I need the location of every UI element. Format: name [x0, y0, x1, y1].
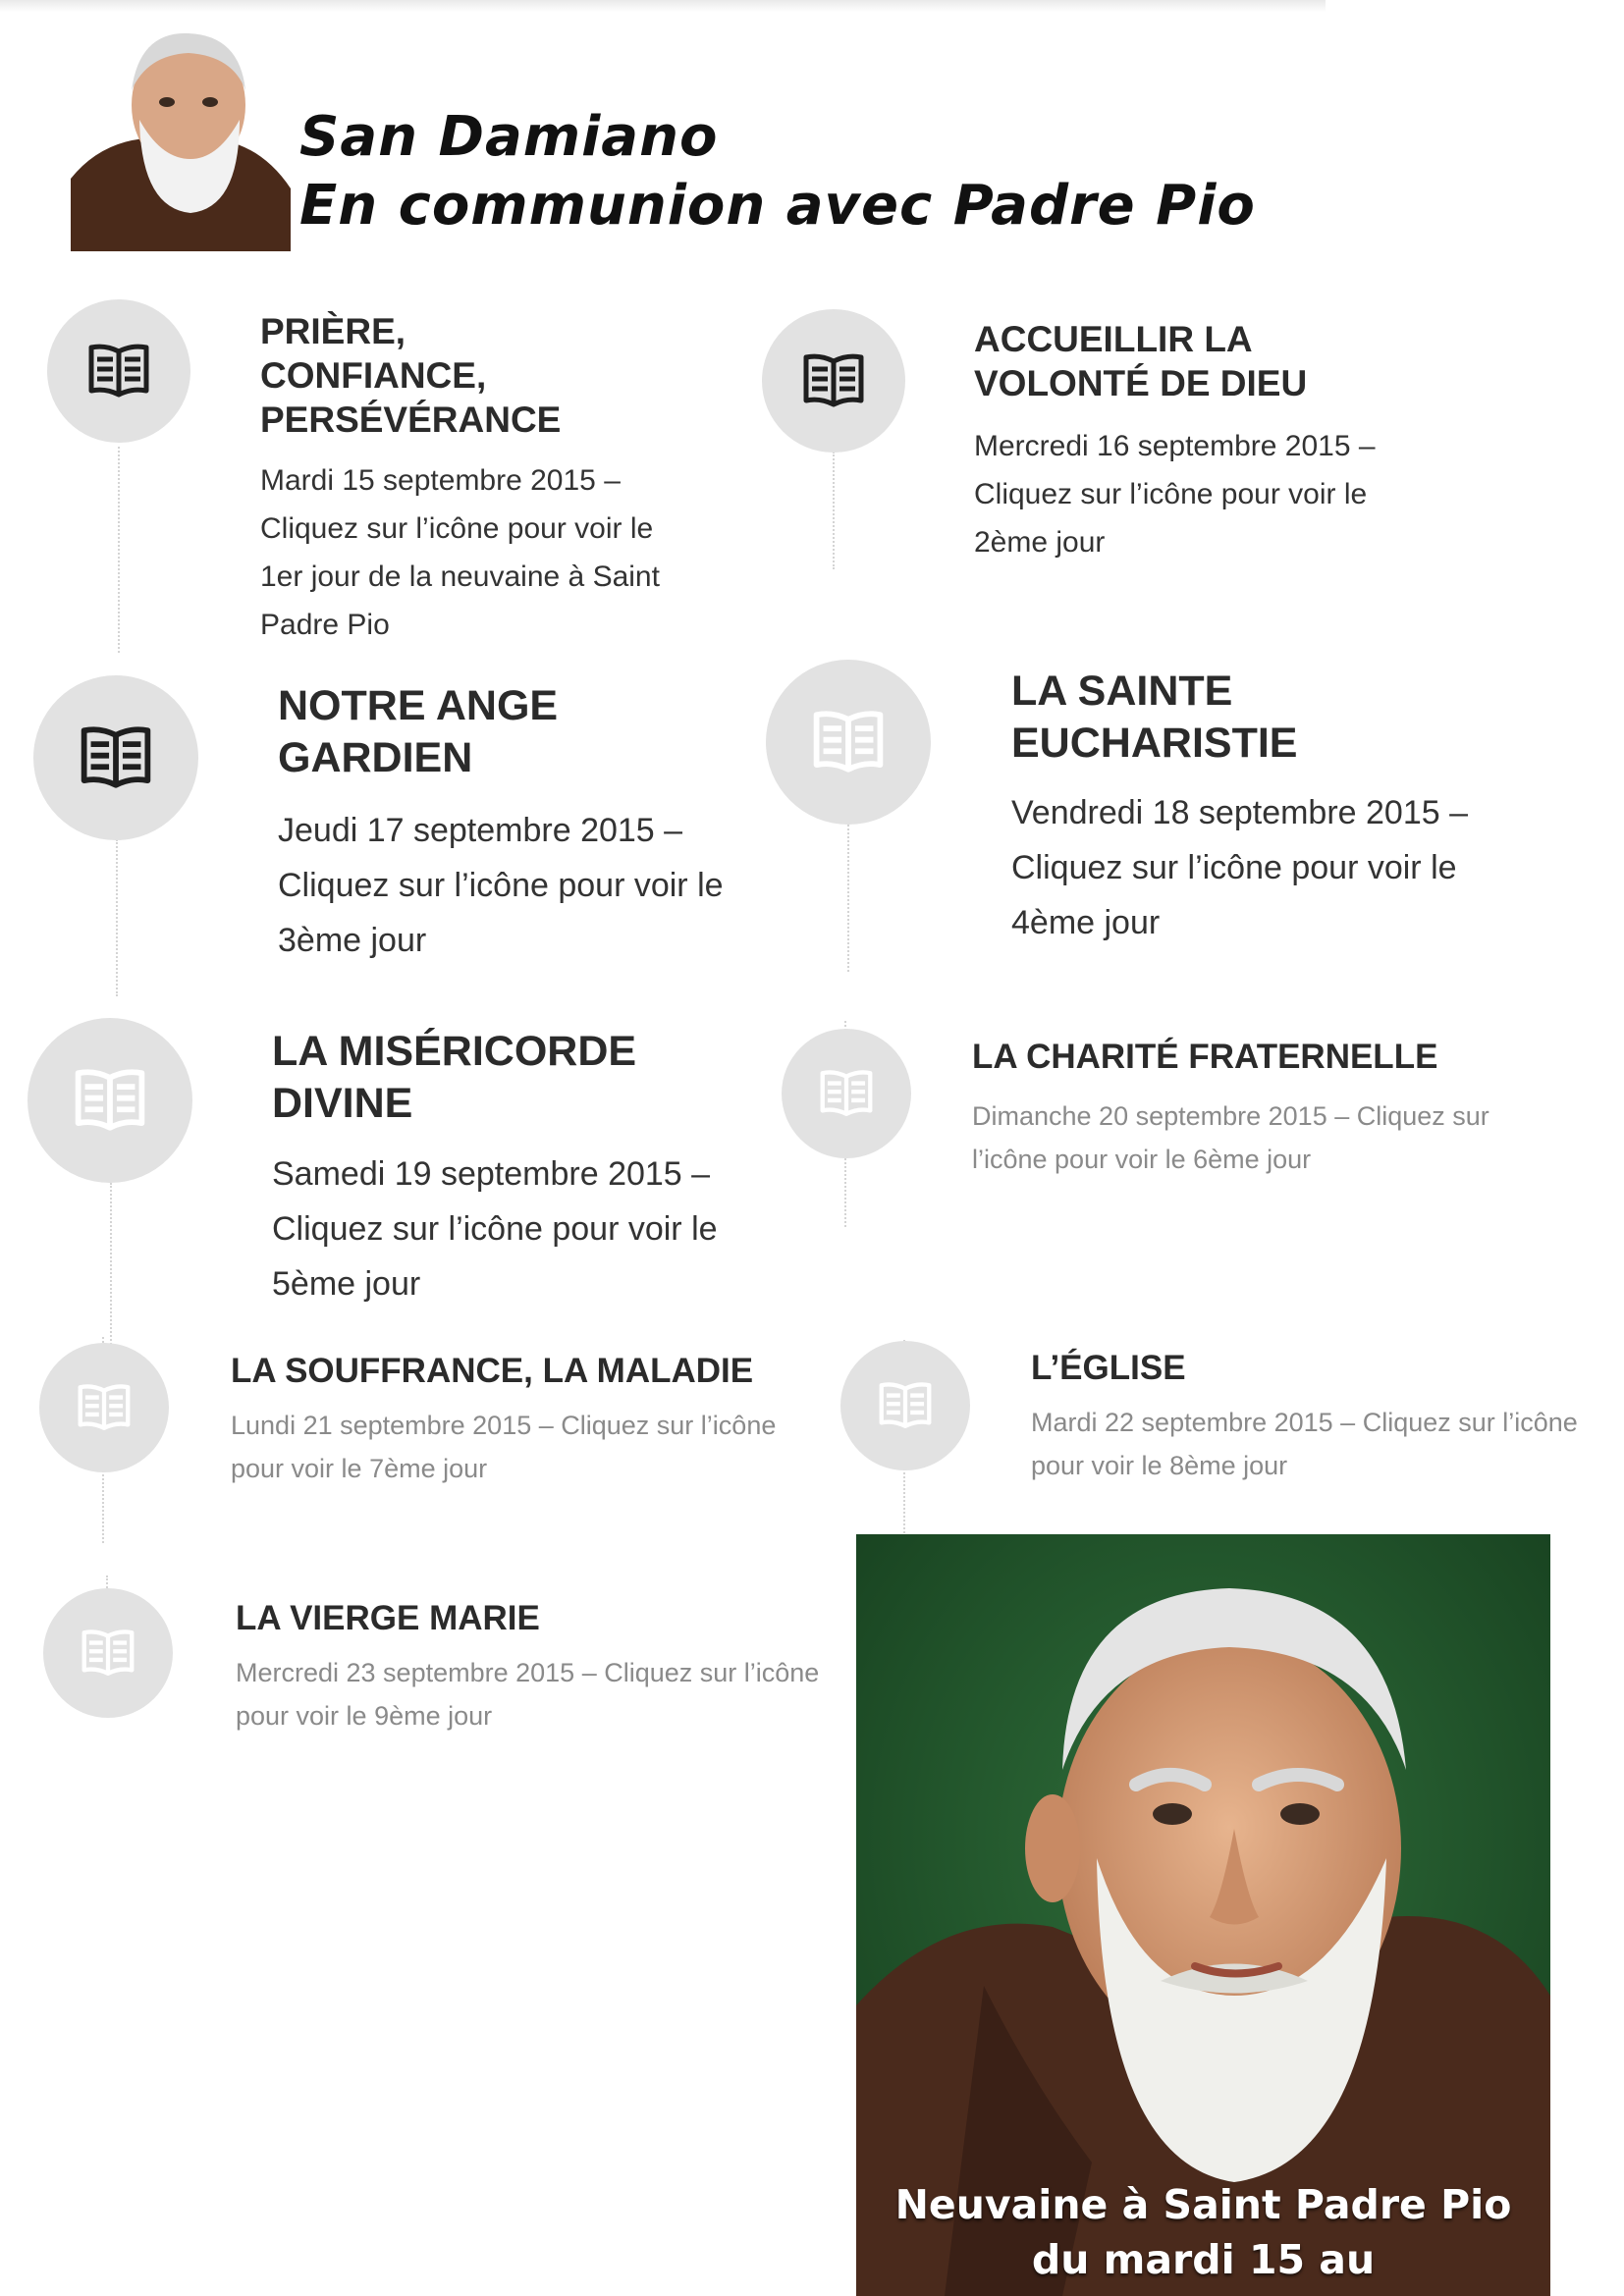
day-6-button[interactable] — [782, 1029, 911, 1158]
day-1-title: PRIÈRE, CONFIANCE, PERSÉVÉRANCE — [260, 311, 562, 440]
day-7-desc: Lundi 21 septembre 2015 – Cliquez sur l’icône pour voir le 7ème jour — [231, 1411, 777, 1483]
open-book-icon — [77, 1382, 132, 1433]
day-7-button[interactable] — [39, 1343, 169, 1472]
day-1-button[interactable] — [47, 299, 190, 443]
day-3-button[interactable] — [33, 675, 198, 840]
title-line-1: San Damiano — [299, 105, 719, 169]
day-7-title: LA SOUFFRANCE, LA MALADIE — [231, 1352, 754, 1390]
day-6-desc: Dimanche 20 septembre 2015 – Cliquez sur l’icône pour voir le 6ème jour — [972, 1101, 1489, 1174]
day-1-desc: Mardi 15 septembre 2015 – Cliquez sur l’icône pour voir le 1er jour de la neuvaine à Saint Padre Pio — [260, 464, 660, 641]
timeline-connector — [110, 1183, 112, 1345]
open-book-icon — [74, 1066, 146, 1135]
padre-pio-portrait-small — [71, 12, 291, 251]
day-5-desc: Samedi 19 septembre 2015 – Cliquez sur l’icône pour voir le 5ème jour — [272, 1155, 718, 1303]
day-9-desc: Mercredi 23 septembre 2015 – Cliquez sur l’icône pour voir le 9ème jour — [236, 1658, 820, 1731]
day-2-title: ACCUEILLIR LA VOLONTÉ DE DIEU — [974, 319, 1308, 403]
open-book-icon — [878, 1380, 933, 1431]
timeline-connector — [116, 839, 118, 996]
day-5-button[interactable] — [27, 1018, 192, 1183]
day-8-title: L’ÉGLISE — [1031, 1349, 1186, 1387]
day-6-title: LA CHARITÉ FRATERNELLE — [972, 1038, 1438, 1076]
day-9-title: LA VIERGE MARIE — [236, 1599, 540, 1637]
open-book-icon — [80, 723, 152, 792]
day-3-title: NOTRE ANGE GARDIEN — [278, 682, 559, 781]
open-book-icon — [802, 351, 865, 410]
day-2-desc: Mercredi 16 septembre 2015 – Cliquez sur l’icône pour voir le 2ème jour — [974, 430, 1376, 559]
day-5-title: LA MISÉRICORDE DIVINE — [272, 1028, 637, 1127]
day-4-desc: Vendredi 18 septembre 2015 – Cliquez sur l’icône pour voir le 4ème jour — [1011, 794, 1469, 941]
day-8-desc: Mardi 22 septembre 2015 – Cliquez sur l’icône pour voir le 8ème jour — [1031, 1408, 1578, 1480]
timeline-connector — [118, 447, 120, 653]
open-book-icon — [81, 1628, 135, 1679]
day-8-button[interactable] — [840, 1341, 970, 1470]
day-9-button[interactable] — [43, 1588, 173, 1718]
timeline-connector — [833, 452, 835, 569]
day-4-button[interactable] — [766, 660, 931, 825]
day-4-title: LA SAINTE EUCHARISTIE — [1011, 667, 1298, 767]
top-bar — [0, 0, 1326, 12]
open-book-icon — [87, 342, 150, 400]
caption-line-2: du mardi 15 au — [1031, 2236, 1376, 2283]
day-2-button[interactable] — [762, 309, 905, 453]
open-book-icon — [812, 708, 885, 776]
padre-pio-portrait-large — [856, 1534, 1550, 2296]
page-title — [299, 103, 1256, 240]
caption-line-1: Neuvaine à Saint Padre Pio — [894, 2181, 1512, 2228]
open-book-icon — [819, 1068, 874, 1119]
title-line-2: En communion avec Padre Pio — [299, 174, 1256, 238]
timeline-connector — [847, 825, 849, 972]
day-3-desc: Jeudi 17 septembre 2015 – Cliquez sur l’icône pour voir le 3ème jour — [278, 812, 724, 959]
